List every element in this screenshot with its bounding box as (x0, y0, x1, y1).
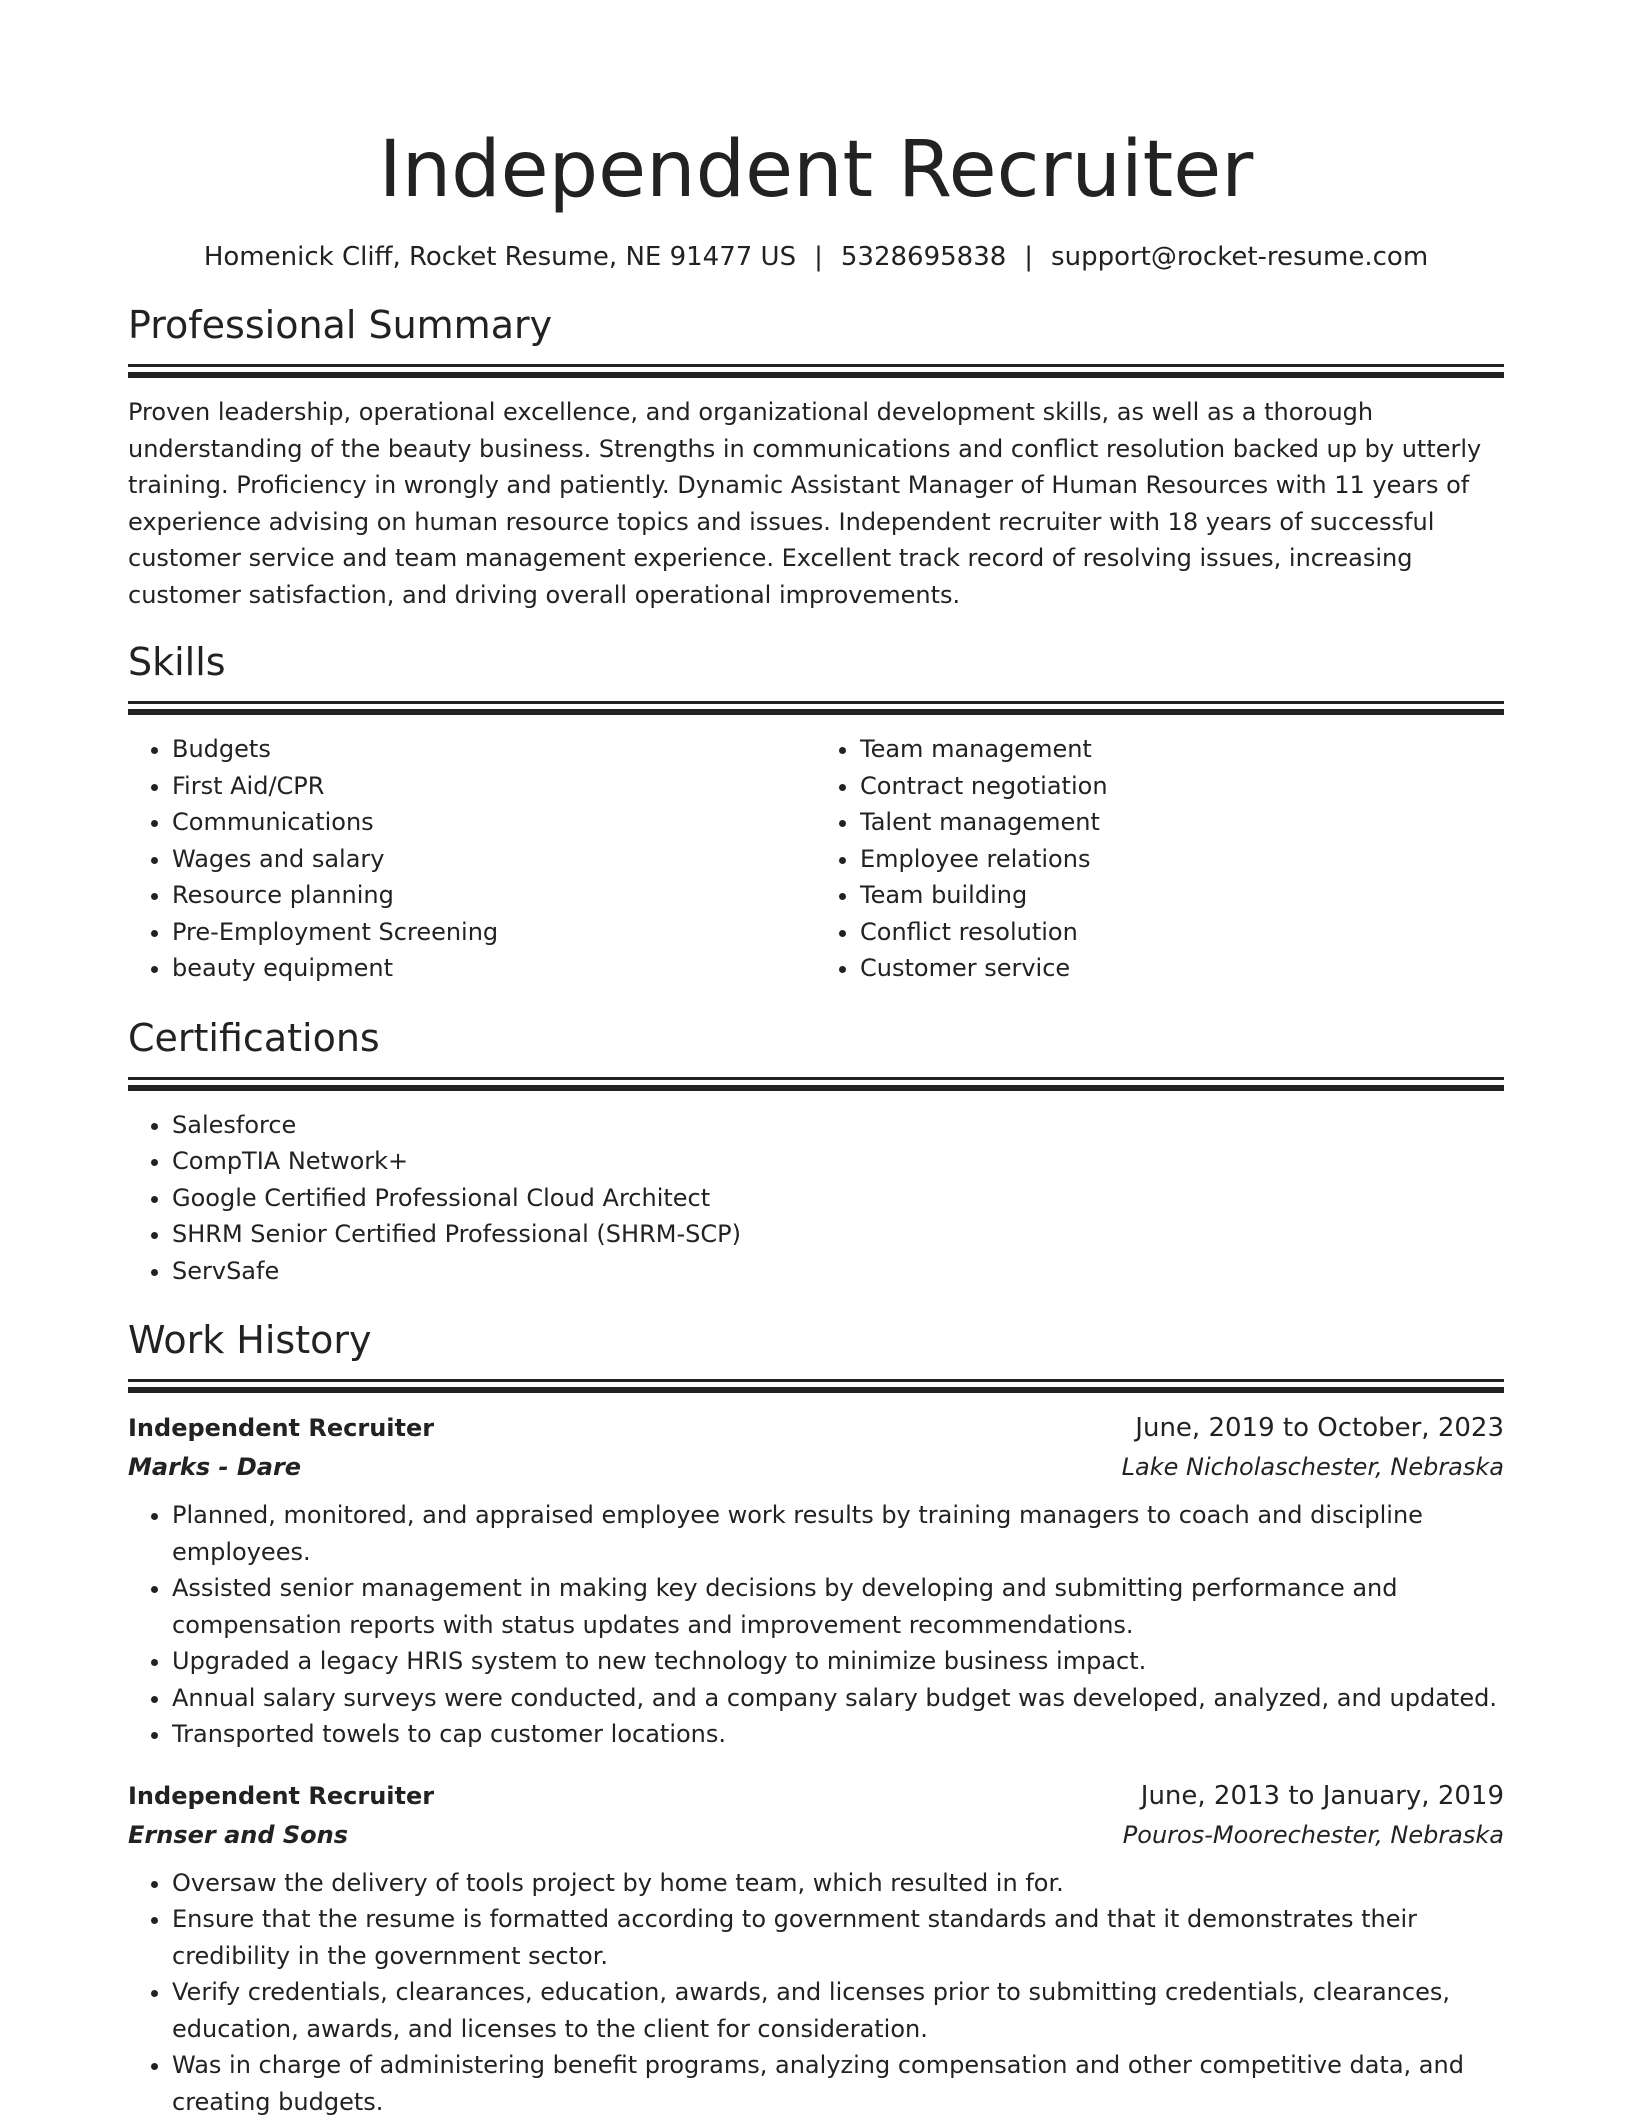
job-location: Lake Nicholaschester, Nebraska (1122, 1448, 1504, 1487)
section-divider-thick (128, 1085, 1504, 1091)
job-bullet: • Oversaw the delivery of tools project by home team, which resulted in for. (172, 1865, 1504, 1902)
skills-columns (128, 715, 1504, 987)
skill-item: • Employee relations (860, 841, 1504, 878)
resume-name: Independent Recruiter (128, 0, 1504, 222)
job-bullet: • Annual salary surveys were conducted, and a company salary budget was developed, analyzed, and updated. (172, 1680, 1504, 1717)
contact-separator: | (1024, 240, 1033, 274)
skill-item: • Customer service (860, 950, 1504, 987)
summary-section (128, 300, 1504, 613)
contact-phone: 5328695838 (841, 242, 1006, 272)
skill-item: • Budgets (172, 731, 816, 768)
skill-item: • First Aid/CPR (172, 768, 816, 805)
contact-separator: | (814, 240, 823, 274)
job-company: Marks - Dare (128, 1448, 301, 1487)
section-divider-thick (128, 372, 1504, 378)
contact-address: Homenick Cliff, Rocket Resume, NE 91477 US (204, 242, 796, 272)
job-bullets (128, 1865, 1504, 2120)
skills-heading: Skills (128, 637, 1504, 687)
contact-email: support@rocket-resume.com (1051, 242, 1428, 272)
job-bullet: • Planned, monitored, and appraised employee work results by training managers to coach and discipline employees. (172, 1497, 1504, 1570)
resume-page (128, 0, 1504, 2120)
skill-item: • Talent management (860, 804, 1504, 841)
certification-item: • SHRM Senior Certified Professional (SHRM-SCP) (172, 1216, 1504, 1253)
job-bullet: • Transported towels to cap customer locations. (172, 1716, 1504, 1753)
job-bullet: • Was in charge of administering benefit programs, analyzing compensation and other competitive data, and creating budgets. (172, 2047, 1504, 2120)
job-location: Pouros-Moorechester, Nebraska (1123, 1816, 1504, 1855)
certifications-list (128, 1107, 1504, 1290)
job-title: Independent Recruiter (128, 1777, 434, 1816)
section-divider (128, 701, 1504, 704)
summary-heading: Professional Summary (128, 300, 1504, 350)
skill-item: • Resource planning (172, 877, 816, 914)
skill-item: • Contract negotiation (860, 768, 1504, 805)
job-subheader-row (128, 1816, 1504, 1855)
section-divider (128, 1077, 1504, 1080)
skills-list-left (128, 731, 816, 987)
work-history-section (128, 1315, 1504, 2120)
job-entry (128, 1409, 1504, 1753)
section-divider-thick (128, 1387, 1504, 1393)
section-divider (128, 1379, 1504, 1382)
section-divider (128, 364, 1504, 367)
skills-section (128, 637, 1504, 987)
job-title: Independent Recruiter (128, 1409, 434, 1448)
skill-item: • beauty equipment (172, 950, 816, 987)
job-bullet: • Ensure that the resume is formatted according to government standards and that it demonstrates their credibility in the government sector. (172, 1901, 1504, 1974)
skill-item: • Pre-Employment Screening (172, 914, 816, 951)
job-header-row (128, 1409, 1504, 1448)
job-dates: June, 2013 to January, 2019 (1141, 1777, 1504, 1816)
certification-item: • Salesforce (172, 1107, 1504, 1144)
job-entry (128, 1777, 1504, 2120)
skill-item: • Wages and salary (172, 841, 816, 878)
contact-line (128, 240, 1504, 274)
certification-item: • Google Certified Professional Cloud Architect (172, 1180, 1504, 1217)
job-bullet: • Upgraded a legacy HRIS system to new technology to minimize business impact. (172, 1643, 1504, 1680)
job-company: Ernser and Sons (128, 1816, 348, 1855)
skill-item: • Team building (860, 877, 1504, 914)
job-header-row (128, 1777, 1504, 1816)
certification-item: • CompTIA Network+ (172, 1143, 1504, 1180)
certifications-section (128, 1013, 1504, 1290)
certification-item: • ServSafe (172, 1253, 1504, 1290)
certifications-heading: Certifications (128, 1013, 1504, 1063)
job-dates: June, 2019 to October, 2023 (1135, 1409, 1504, 1448)
skills-list-right (816, 731, 1504, 987)
job-bullet: • Verify credentials, clearances, education, awards, and licenses prior to submitting credentials, clearances, education, awards, and licenses to the client for consideration. (172, 1974, 1504, 2047)
skill-item: • Team management (860, 731, 1504, 768)
job-subheader-row (128, 1448, 1504, 1487)
job-bullet: • Assisted senior management in making key decisions by developing and submitting performance and compensation reports with status updates and improvement recommendations. (172, 1570, 1504, 1643)
summary-text: Proven leadership, operational excellence, and organizational development skills, as well as a thorough understanding of the beauty business. Strengths in communications and conflict resolution backed up by utterly training. Proficiency in wrongly and patiently. Dynamic Assistant Manager of Human Resources with 11 years of experience advising on human resource topics and issues. Independent recruiter with 18 years of successful customer service and team management experience. Excellent track record of resolving issues, increasing customer satisfaction, and driving overall operational improvements. (128, 394, 1504, 613)
skill-item: • Conflict resolution (860, 914, 1504, 951)
work-history-heading: Work History (128, 1315, 1504, 1365)
job-bullets (128, 1497, 1504, 1753)
skill-item: • Communications (172, 804, 816, 841)
